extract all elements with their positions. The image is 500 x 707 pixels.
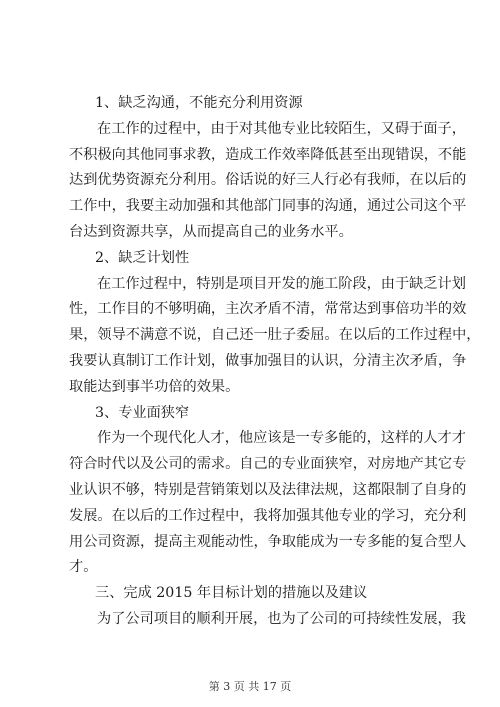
paragraph-line: 不积极向其他同事求教，造成工作效率降低甚至出现错误，不能 bbox=[69, 146, 467, 163]
paragraph-line: 我要认真制订工作计划，做事加强目的认识，分清主次矛盾，争 bbox=[69, 352, 467, 369]
heading-measures-2015: 三、完成 2015 年目标计划的措施以及建议 bbox=[95, 585, 368, 602]
paragraph-line: 用公司资源，提高主观能动性，争取能成为一专多能的复合型人 bbox=[69, 533, 467, 550]
document-body bbox=[69, 91, 481, 633]
paragraph-line: 在工作的过程中，由于对其他专业比较陌生，又碍于面子， bbox=[97, 120, 466, 137]
heading-narrow-expertise: 3、专业面狭窄 bbox=[95, 404, 190, 421]
paragraph-line: 符合时代以及公司的需求。自己的专业面狭窄，对房地产其它专 bbox=[69, 456, 467, 473]
paragraph-line: 达到优势资源充分利用。俗话说的好三人行必有我师，在以后的 bbox=[69, 172, 467, 189]
paragraph-line: 果，领导不满意不说，自己还一肚子委屈。在以后的工作过程中， bbox=[69, 327, 481, 344]
page-number-footer: 第 3 页 共 17 页 bbox=[208, 680, 292, 693]
heading-lack-communication: 1、缺乏沟通，不能充分利用资源 bbox=[95, 95, 303, 111]
paragraph-line: 业认识不够，特别是营销策划以及法律法规，这都限制了自身的 bbox=[69, 481, 467, 498]
paragraph-line: 发展。在以后的工作过程中，我将加强其他专业的学习，充分利 bbox=[69, 507, 467, 524]
heading-lack-planning: 2、缺乏计划性 bbox=[95, 249, 190, 266]
paragraph-line: 性，工作目的不够明确，主次矛盾不清，常常达到事倍功半的效 bbox=[69, 301, 467, 318]
paragraph-line: 为了公司项目的顺利开展，也为了公司的可持续性发展，我 bbox=[97, 610, 466, 627]
paragraph-line: 作为一个现代化人才，他应该是一专多能的，这样的人才才 bbox=[97, 430, 466, 447]
paragraph-line: 台达到资源共享，从而提高自己的业务水平。 bbox=[69, 223, 353, 240]
paragraph-line: 才。 bbox=[69, 559, 98, 576]
paragraph-line: 取能达到事半功倍的效果。 bbox=[69, 378, 240, 395]
paragraph-line: 工作中，我要主动加强和其他部门同事的沟通，通过公司这个平 bbox=[69, 198, 467, 215]
paragraph-line: 在工作过程中，特别是项目开发的施工阶段，由于缺乏计划 bbox=[97, 275, 466, 292]
